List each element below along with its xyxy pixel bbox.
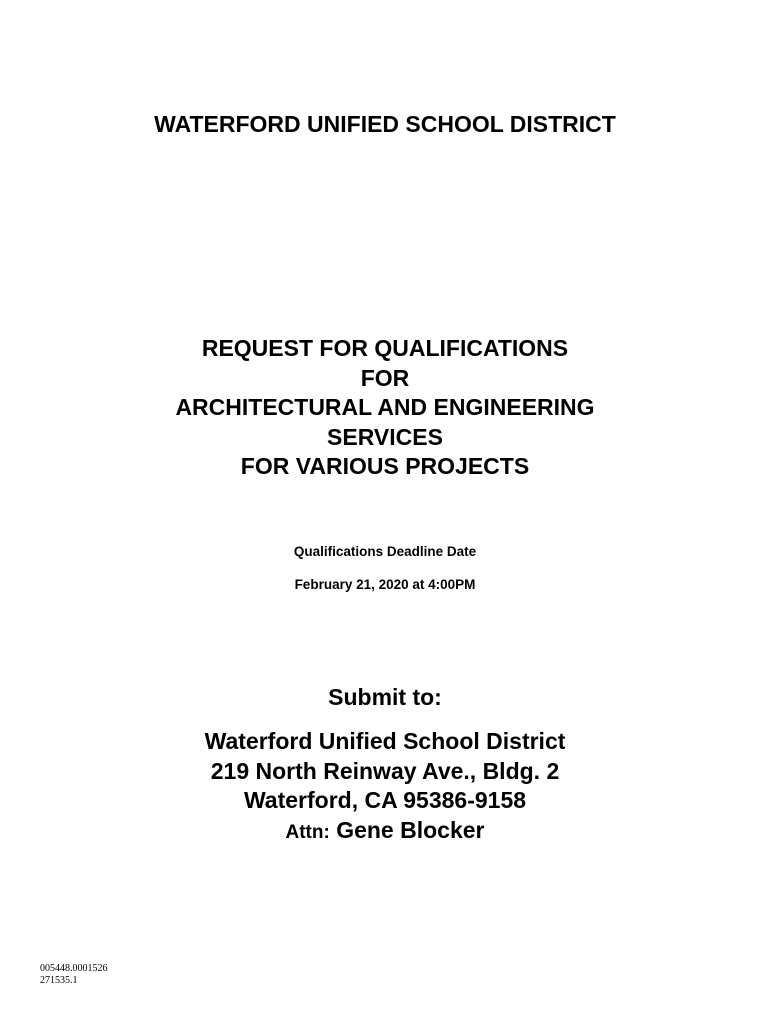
attn-name: Gene Blocker <box>336 816 485 843</box>
deadline-date: February 21, 2020 at 4:00PM <box>294 577 476 592</box>
title-line: FOR VARIOUS PROJECTS <box>240 453 530 479</box>
doc-version: 271535.1 <box>40 975 78 986</box>
title-line: REQUEST FOR QUALIFICATIONS <box>201 335 569 361</box>
organization-name: Waterford Unified School District <box>204 728 566 754</box>
title-line: ARCHITECTURAL AND ENGINEERING <box>175 394 595 420</box>
attn-label: Attn: <box>285 821 330 843</box>
district-header: WATERFORD UNIFIED SCHOOL DISTRICT <box>154 111 616 137</box>
rfq-title <box>0 334 770 482</box>
submission-address <box>0 727 770 847</box>
submit-to-heading: Submit to: <box>328 684 442 710</box>
street-address: 219 North Reinway Ave., Bldg. 2 <box>210 757 560 784</box>
city-state-zip: Waterford, CA 95386-9158 <box>243 787 527 813</box>
document-id <box>40 963 108 987</box>
doc-number: 005448.0001526 <box>40 963 108 974</box>
deadline-label: Qualifications Deadline Date <box>293 544 477 559</box>
title-line: FOR <box>360 364 410 391</box>
attention-line <box>0 816 770 848</box>
title-line: SERVICES <box>327 423 443 450</box>
